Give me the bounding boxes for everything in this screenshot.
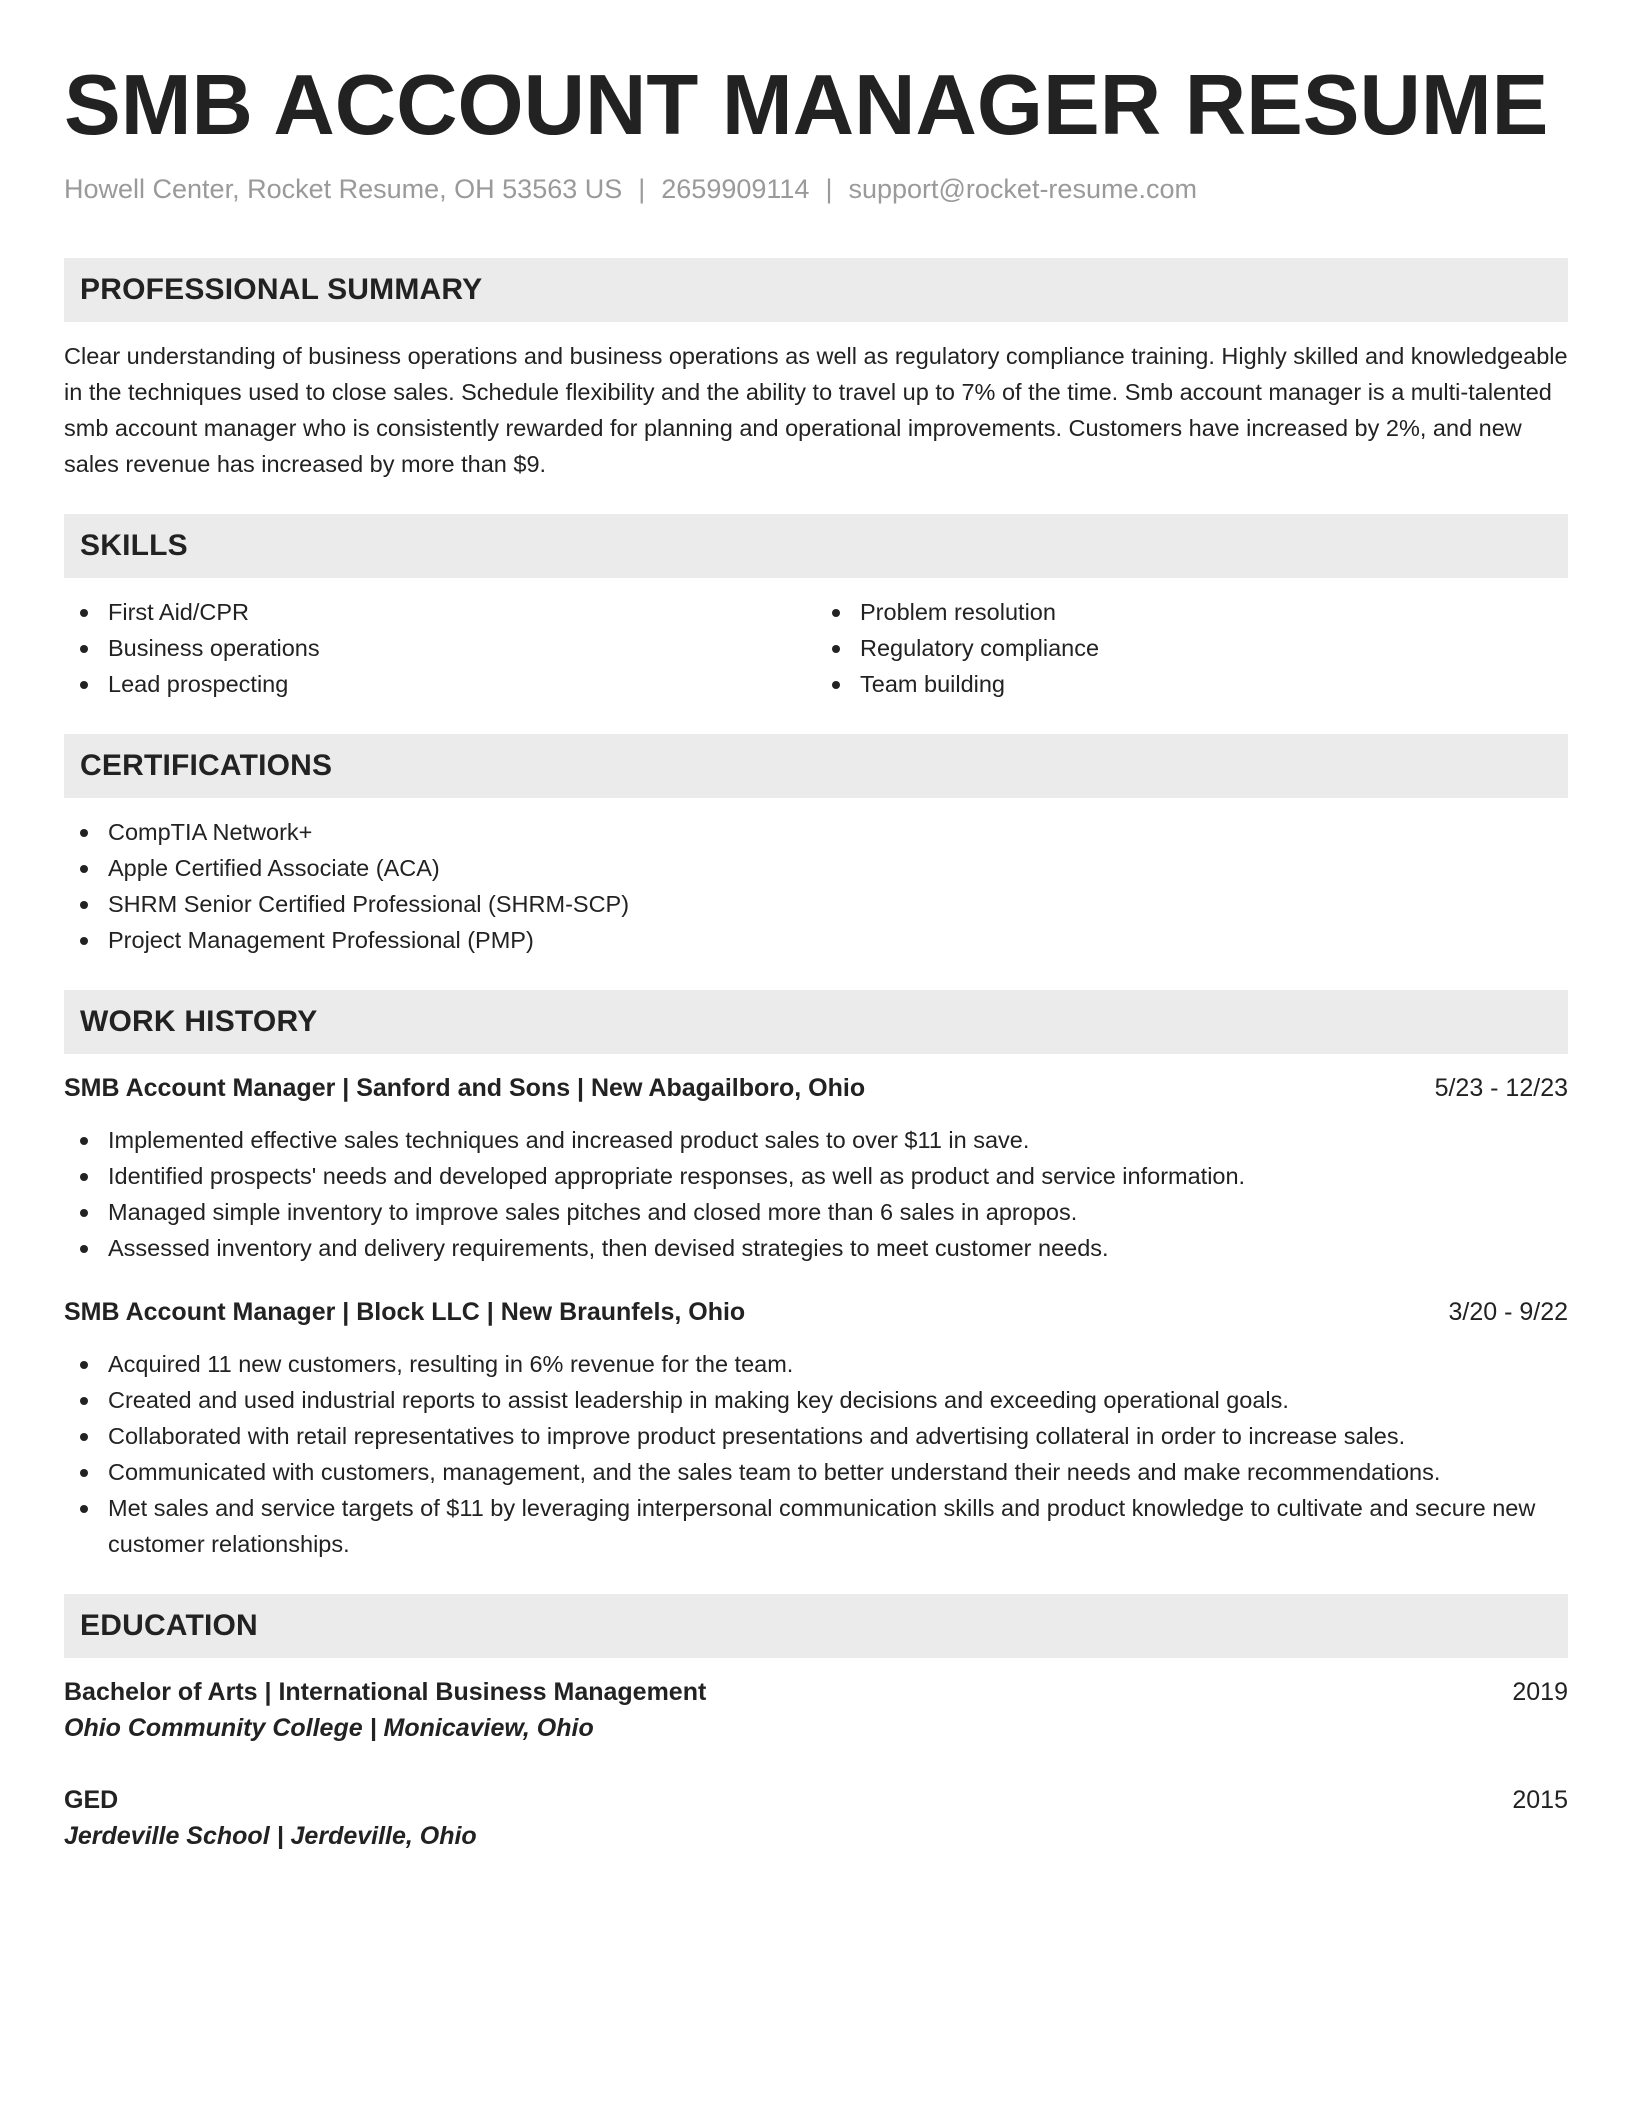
summary-text: Clear understanding of business operations and business operations as well as regulatory compliance training. Highly skilled and knowledgeable in the techniques used to close sales. Schedule flexibility and the ability to travel up to 7% of the time. Smb account manager is a multi-talented smb account manager who is consistently rewarded for planning and operational improvements. Customers have increased by 2%, and new sales revenue has increased by more than $9. — [64, 343, 1568, 477]
skills-heading: SKILLS — [64, 514, 1568, 578]
resume-title: SMB ACCOUNT MANAGER RESUME — [64, 58, 1549, 153]
contact-address: Howell Center, Rocket Resume, OH 53563 US — [64, 174, 623, 204]
certification-item: SHRM Senior Certified Professional (SHRM-SCP) — [64, 886, 1568, 922]
job-header — [64, 1070, 1568, 1106]
job-bullet: Identified prospects' needs and developed appropriate responses, as well as product and service information. — [64, 1158, 1568, 1194]
job-bullet: Created and used industrial reports to assist leadership in making key decisions and exceeding operational goals. — [64, 1382, 1568, 1418]
job-title: SMB Account Manager | Block LLC | New Braunfels, Ohio — [64, 1298, 746, 1326]
job-dates: 5/23 - 12/23 — [1434, 1074, 1568, 1102]
contact-email: support@rocket-resume.com — [848, 174, 1197, 204]
education-degree: Bachelor of Arts | International Business Management — [64, 1678, 707, 1706]
education-entry — [64, 1674, 1568, 1746]
contact-line — [64, 172, 1568, 206]
skill-item: Team building — [816, 666, 1568, 702]
job-bullets — [64, 1122, 1568, 1266]
job-entry — [64, 1070, 1568, 1266]
education-school: Jerdeville School | Jerdeville, Ohio — [64, 1822, 477, 1850]
contact-phone: 2659909114 — [661, 174, 810, 204]
certification-item: Apple Certified Associate (ACA) — [64, 850, 1568, 886]
job-header — [64, 1294, 1568, 1330]
job-bullet: Communicated with customers, management, and the sales team to better understand their needs and make recommendations. — [64, 1454, 1568, 1490]
job-bullet: Assessed inventory and delivery requirements, then devised strategies to meet customer needs. — [64, 1230, 1568, 1266]
work-history-heading: WORK HISTORY — [64, 990, 1568, 1054]
education-school: Ohio Community College | Monicaview, Ohio — [64, 1714, 594, 1742]
education-year: 2019 — [1512, 1678, 1568, 1706]
education-heading: EDUCATION — [64, 1594, 1568, 1658]
job-dates: 3/20 - 9/22 — [1448, 1298, 1568, 1326]
job-bullet: Met sales and service targets of $11 by leveraging interpersonal communication skills and product knowledge to cultivate and secure new customer relationships. — [64, 1490, 1568, 1562]
contact-separator: | — [825, 174, 833, 204]
education-year: 2015 — [1512, 1786, 1568, 1814]
job-bullets — [64, 1346, 1568, 1562]
skills-column-left — [64, 594, 816, 702]
certification-item: CompTIA Network+ — [64, 814, 1568, 850]
education-header — [64, 1674, 1568, 1710]
skill-item: Lead prospecting — [64, 666, 816, 702]
education-degree: GED — [64, 1786, 119, 1814]
skill-item: Regulatory compliance — [816, 630, 1568, 666]
skill-item: First Aid/CPR — [64, 594, 816, 630]
contact-separator: | — [638, 174, 646, 204]
job-bullet: Implemented effective sales techniques and increased product sales to over $11 in save. — [64, 1122, 1568, 1158]
summary-heading: PROFESSIONAL SUMMARY — [64, 258, 1568, 322]
job-bullet: Acquired 11 new customers, resulting in 6% revenue for the team. — [64, 1346, 1568, 1382]
education-entry — [64, 1782, 1568, 1854]
education-header — [64, 1782, 1568, 1818]
job-bullet: Managed simple inventory to improve sales pitches and closed more than 6 sales in apropos. — [64, 1194, 1568, 1230]
certifications-heading: CERTIFICATIONS — [64, 734, 1568, 798]
skills-list — [64, 594, 1568, 702]
skills-column-right — [816, 594, 1568, 702]
job-entry — [64, 1294, 1568, 1562]
certification-item: Project Management Professional (PMP) — [64, 922, 1568, 958]
certifications-list — [64, 814, 1568, 958]
skill-item: Problem resolution — [816, 594, 1568, 630]
job-title: SMB Account Manager | Sanford and Sons | New Abagailboro, Ohio — [64, 1074, 866, 1102]
skill-item: Business operations — [64, 630, 816, 666]
job-bullet: Collaborated with retail representatives to improve product presentations and advertising collateral in order to increase sales. — [64, 1418, 1568, 1454]
